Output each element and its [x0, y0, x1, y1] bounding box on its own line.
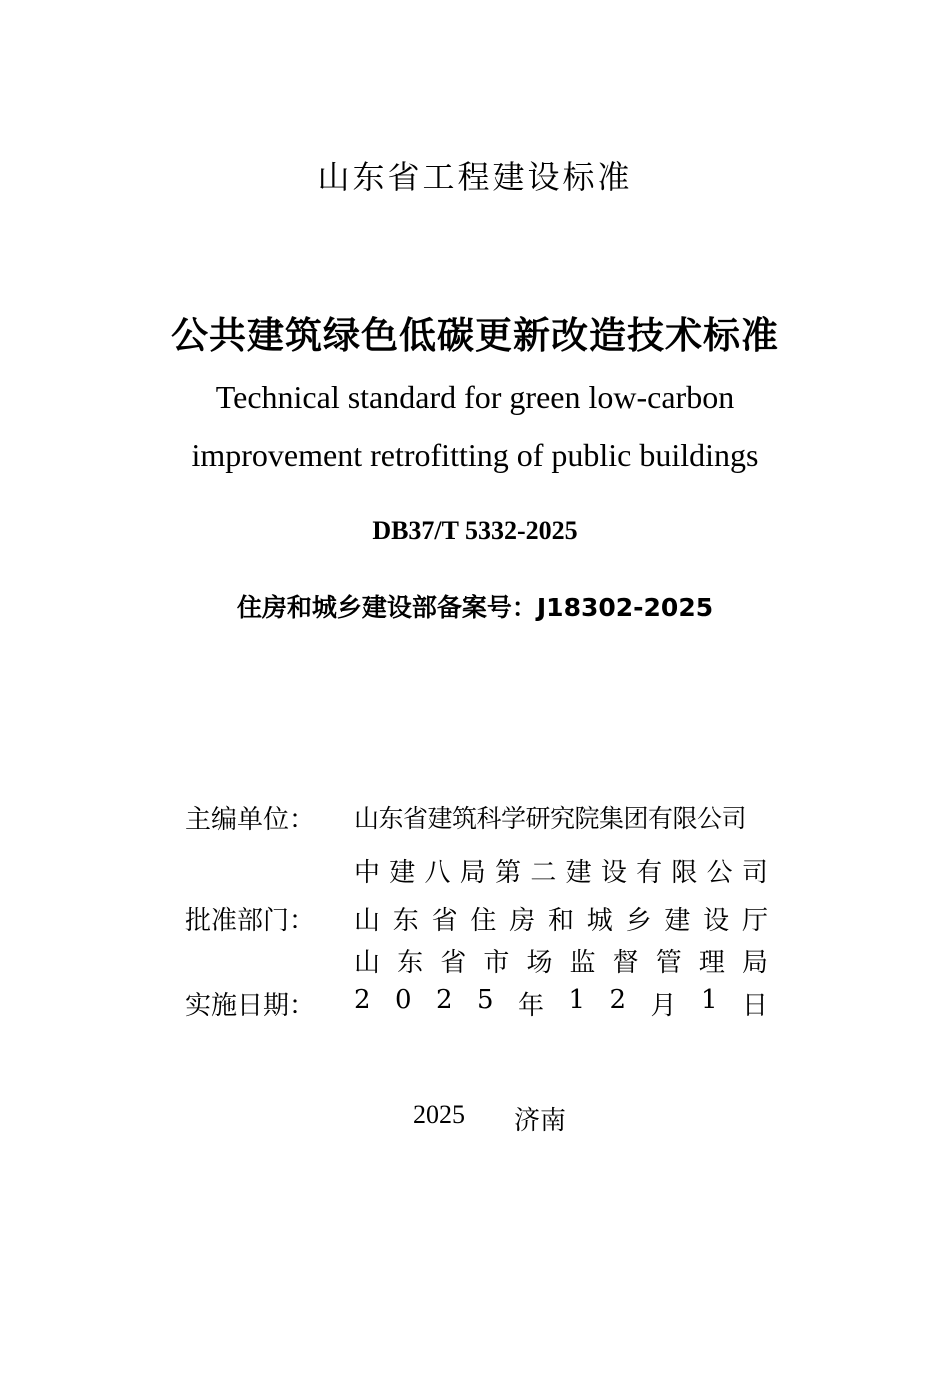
char: 乡 — [625, 906, 652, 936]
approval-department-1 — [354, 900, 768, 937]
char: 第 — [495, 858, 522, 888]
chief-editor-unit-2 — [354, 852, 768, 889]
char: 城 — [586, 906, 613, 936]
char: 1 — [568, 985, 586, 1015]
char: 2 — [436, 985, 453, 1015]
implementation-date — [354, 985, 768, 1022]
char: 房 — [509, 906, 536, 936]
char: 设 — [600, 858, 627, 888]
char: 局 — [741, 948, 768, 978]
char: 1 — [700, 985, 718, 1015]
standard-title-english-line-2: improvement retrofitting of public buildings — [191, 437, 759, 473]
char: 年 — [518, 991, 545, 1021]
char: 公 — [706, 858, 733, 888]
standard-title-english-line-1: Technical standard for green low-carbon — [215, 379, 735, 415]
char: 八 — [424, 858, 451, 888]
char: 0 — [395, 985, 412, 1015]
char: 2 — [609, 985, 627, 1015]
char: 司 — [741, 858, 768, 888]
standard-code: DB37/T 5332-2025 — [372, 516, 578, 545]
char: 监 — [569, 948, 596, 978]
char: 日 — [741, 991, 768, 1021]
char: 5 — [477, 985, 494, 1015]
char: 建 — [565, 858, 592, 888]
chief-editor-label: 主编单位： — [185, 805, 316, 835]
char: 2 — [354, 985, 371, 1015]
char: 理 — [698, 948, 725, 978]
char: 局 — [459, 858, 486, 888]
char: 山 — [354, 948, 381, 978]
char: 和 — [547, 906, 574, 936]
char: 市 — [483, 948, 510, 978]
standard-series-heading: 山东省工程建设标准 — [317, 158, 633, 196]
char: 建 — [664, 906, 691, 936]
char: 限 — [671, 858, 698, 888]
char: 中 — [354, 858, 381, 888]
implementation-date-label: 实施日期： — [185, 991, 316, 1021]
char: 有 — [636, 858, 663, 888]
approval-label: 批准部门： — [185, 906, 316, 936]
char: 设 — [703, 906, 730, 936]
char: 建 — [389, 858, 416, 888]
char: 省 — [440, 948, 467, 978]
char: 住 — [470, 906, 497, 936]
char: 东 — [397, 948, 424, 978]
standard-title-chinese: 公共建筑绿色低碳更新改造技术标准 — [171, 314, 779, 357]
publication-year: 2025 — [413, 1100, 465, 1129]
char: 场 — [526, 948, 553, 978]
char: 东 — [392, 906, 419, 936]
publication-city: 济南 — [514, 1106, 567, 1136]
approval-department-2 — [354, 942, 768, 979]
char: 省 — [431, 906, 458, 936]
char: 二 — [530, 858, 557, 888]
record-number: 住房和城乡建设部备案号：J18302-2025 — [236, 593, 714, 622]
chief-editor-unit-1: 山东省建筑科学研究院集团有限公司 — [354, 804, 747, 833]
char: 山 — [354, 906, 381, 936]
char: 月 — [650, 991, 677, 1021]
char: 督 — [612, 948, 639, 978]
char: 厅 — [741, 906, 768, 936]
char: 管 — [655, 948, 682, 978]
